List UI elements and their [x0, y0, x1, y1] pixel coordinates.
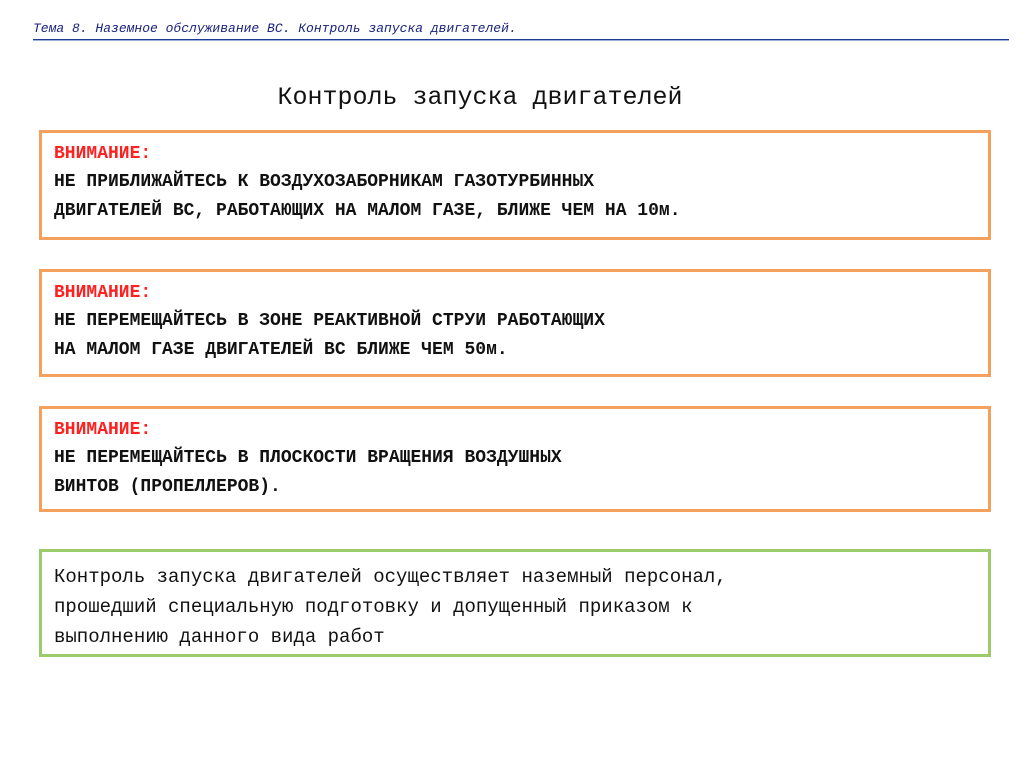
warning-label: ВНИМАНИЕ: [54, 144, 152, 164]
warning-line: ДВИГАТЕЛЕЙ ВС, РАБОТАЮЩИХ НА МАЛОМ ГАЗЕ, БЛИЖЕ ЧЕМ НА 10м. [54, 201, 681, 221]
warning-box-1 [39, 130, 991, 240]
header-text: Тема 8. Наземное обслуживание ВС. Контроль запуска двигателей. [33, 21, 517, 36]
warning-line: НЕ ПЕРЕМЕЩАЙТЕСЬ В ЗОНЕ РЕАКТИВНОЙ СТРУИ РАБОТАЮЩИХ [54, 311, 605, 331]
warning-line: НА МАЛОМ ГАЗЕ ДВИГАТЕЛЕЙ ВС БЛИЖЕ ЧЕМ 50м. [54, 340, 508, 360]
warning-line: НЕ ПРИБЛИЖАЙТЕСЬ К ВОЗДУХОЗАБОРНИКАМ ГАЗОТУРБИННЫХ [54, 172, 595, 192]
slide-title: Контроль запуска двигателей [277, 83, 683, 112]
info-line: выполнению данного вида работ [54, 626, 385, 648]
slide-header [33, 18, 1009, 40]
warning-line: НЕ ПЕРЕМЕЩАЙТЕСЬ В ПЛОСКОСТИ ВРАЩЕНИЯ ВОЗДУШНЫХ [54, 448, 562, 468]
warning-box-2 [39, 269, 991, 377]
info-box [39, 549, 991, 657]
info-line: Контроль запуска двигателей осуществляет наземный персонал, [54, 566, 727, 588]
warning-line: ВИНТОВ (ПРОПЕЛЛЕРОВ). [54, 477, 281, 497]
warning-label: ВНИМАНИЕ: [54, 283, 152, 303]
warning-label: ВНИМАНИЕ: [54, 420, 152, 440]
info-line: прошедший специальную подготовку и допущенный приказом к [54, 596, 693, 618]
warning-box-3 [39, 406, 991, 512]
